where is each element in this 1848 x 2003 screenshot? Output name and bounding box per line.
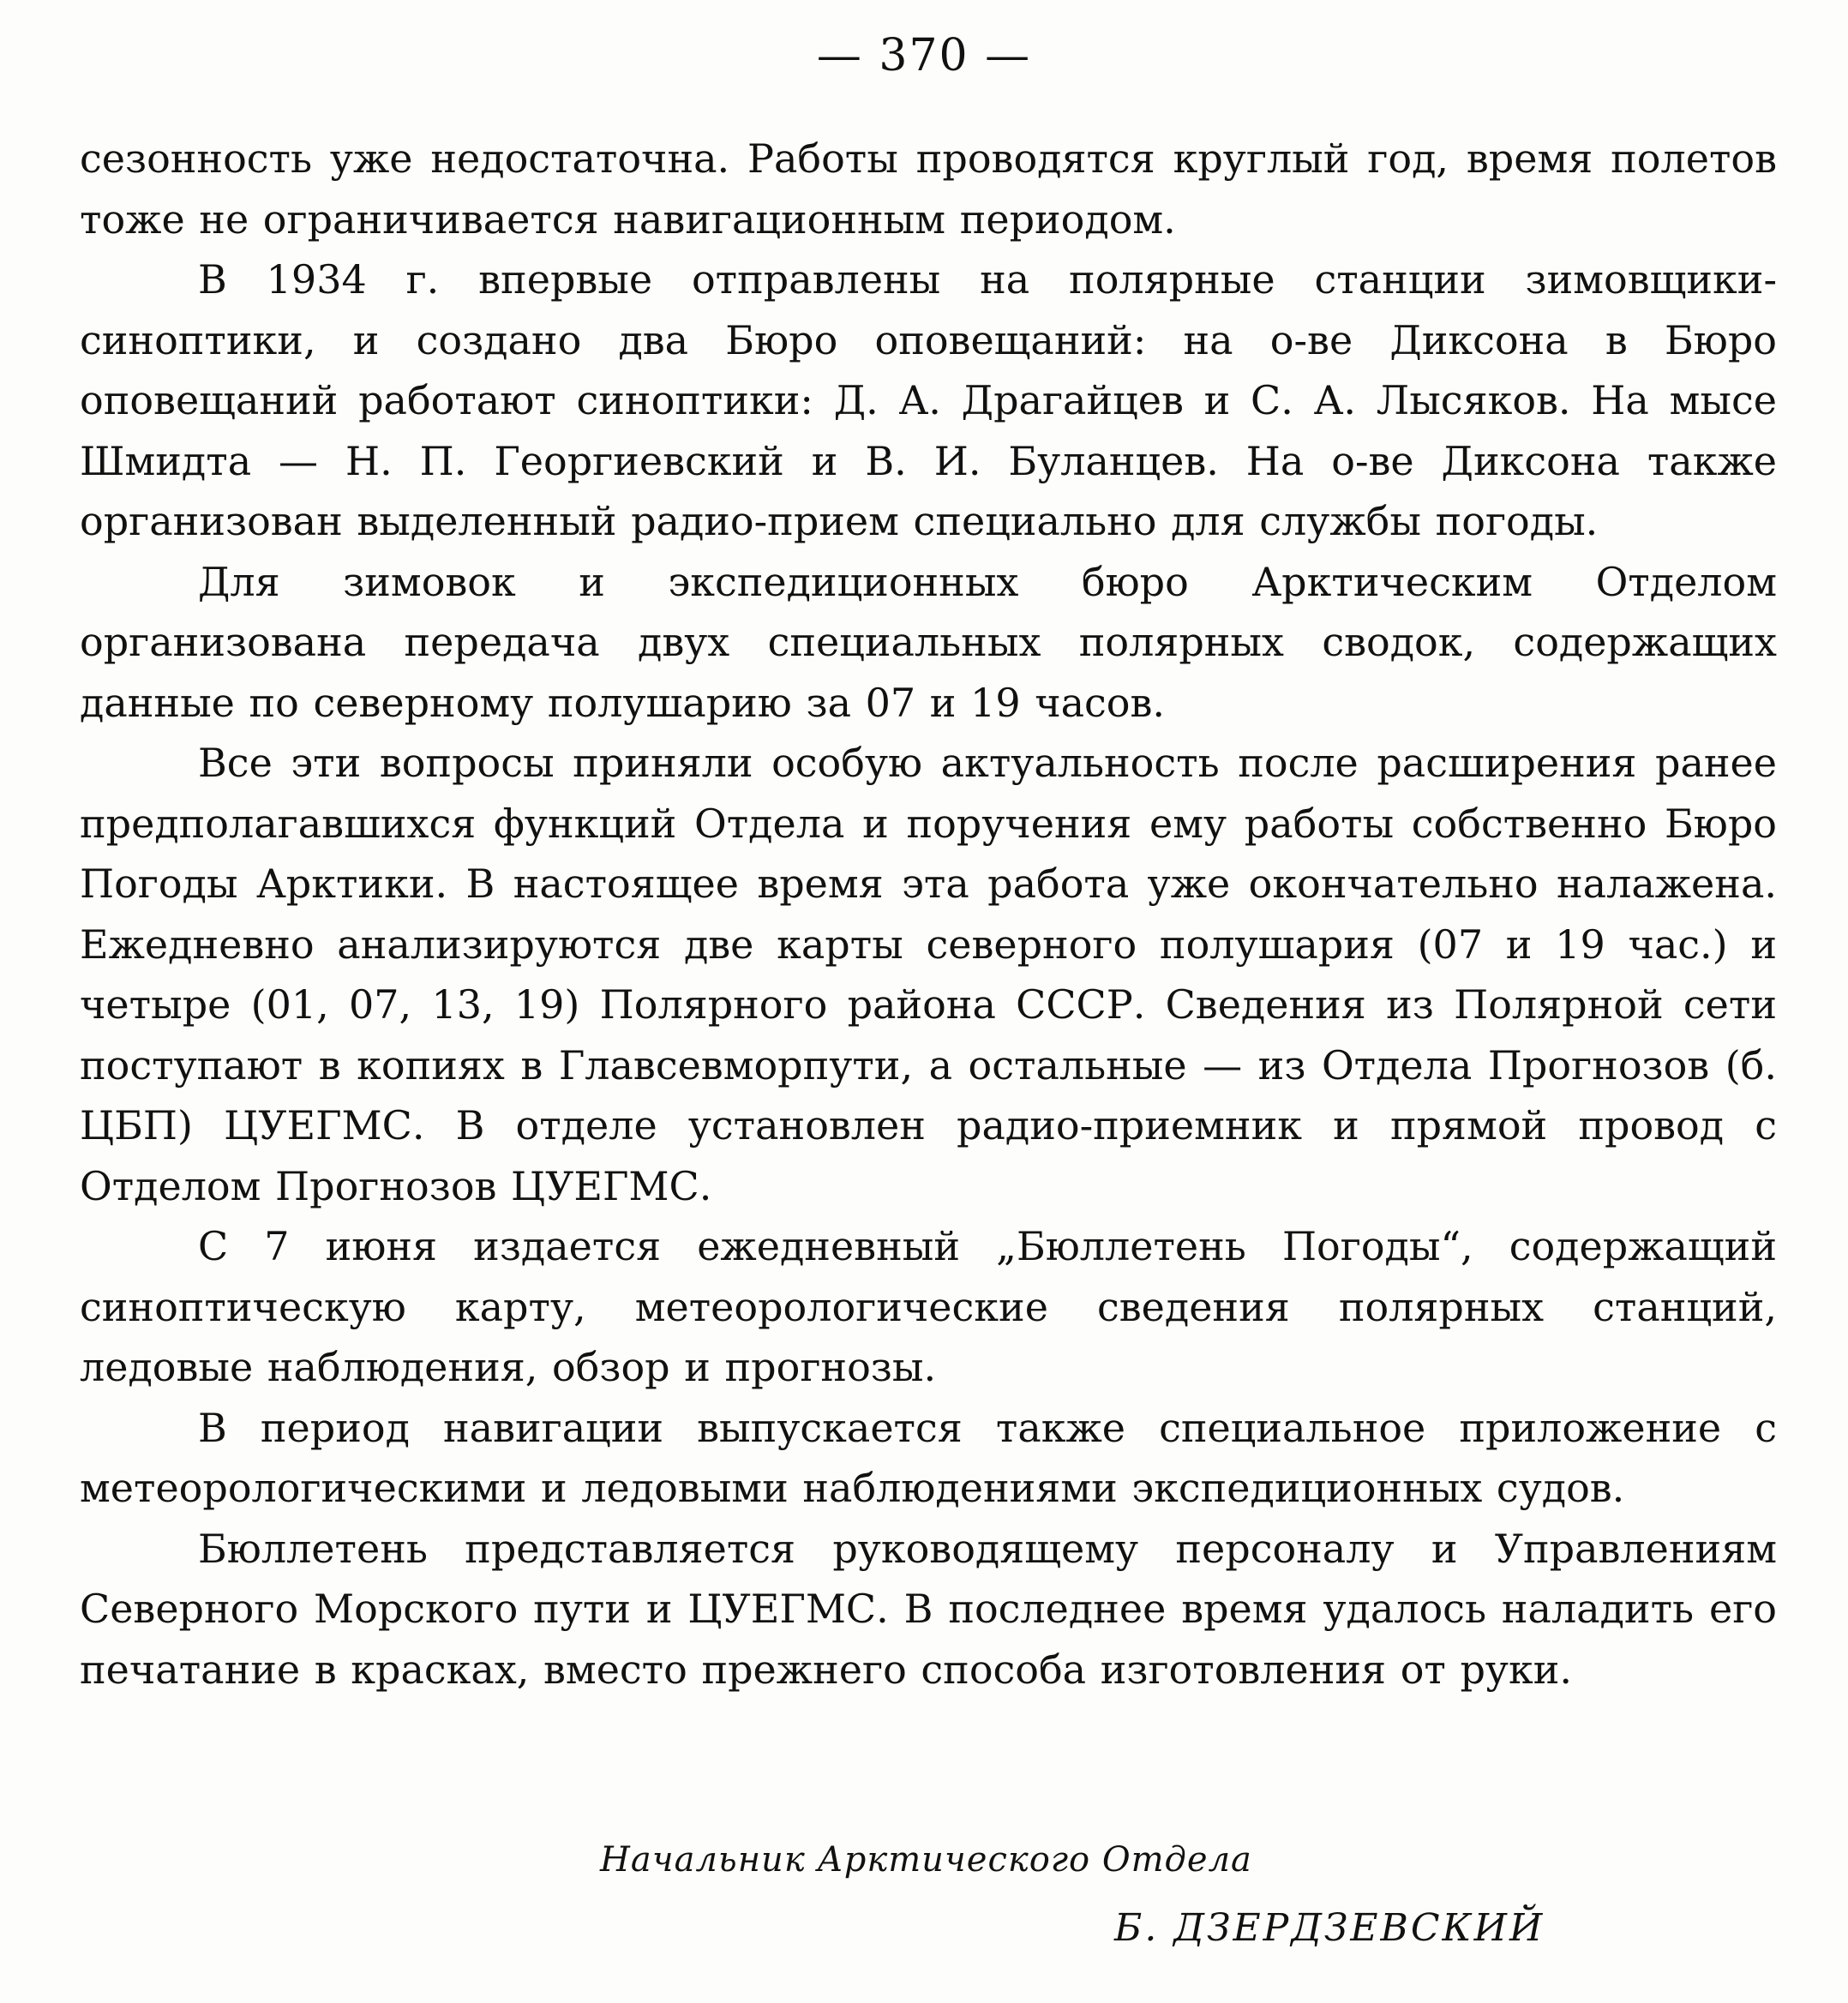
paragraph-3: Для зимовок и экспедиционных бюро Арктическим Отделом организована передача двух специальных полярных сводок, содержащих данные по северному полушарию за 07 и 19 часов. [80, 558, 1777, 726]
paragraph-2: В 1934 г. впервые отправлены на полярные станции зимовщики-синоптики, и создано два Бюро оповещаний: на о-ве Диксона в Бюро оповещаний работают синоптики: Д. А. Драгайцев и С. А. Лысяков. На мысе Шмидта — Н. П. Георгиевский и В. И. Буланцев. На о-ве Диксона также организован выделенный радио-прием специально для службы погоды. [80, 256, 1777, 544]
paragraph-7: Бюллетень представляется руководящему персоналу и Управлениям Северного Морского пути и ЦУЕГМС. В последнее время удалось наладить его печатание в красках, вместо прежнего способа изготовления от руки. [80, 1525, 1777, 1693]
signature-name: Б. ДЗЕРДЗЕВСКИЙ [1114, 1906, 1545, 1950]
signature-title: Начальник Арктического Отдела [600, 1840, 1252, 1880]
signature-block [0, 1834, 1848, 1988]
paragraph-4: Все эти вопросы приняли особую актуальность после расширения ранее предполагавшихся функций Отдела и поручения ему работы собственно Бюро Погоды Арктики. В настоящее время эта работа уже окончательно налажена. Ежедневно анализируются две карты северного полушария (07 и 19 час.) и четыре (01, 07, 13, 19) Полярного района СССР. Сведения из Полярной сети поступают в копиях в Главсевморпути, а остальные — из Отдела Прогнозов (б. ЦБП) ЦУЕГМС. В отделе установлен радио-приемник и прямой провод с Отделом Прогнозов ЦУЕГМС. [80, 740, 1777, 1209]
paragraph-1: сезонность уже недостаточна. Работы проводятся круглый год, время полетов тоже не ограничивается навигационным периодом. [80, 135, 1777, 243]
body-text [80, 129, 1777, 1700]
paragraph-5: С 7 июня издается ежедневный „Бюллетень Погоды“, содержащий синоптическую карту, метеорологические сведения полярных станций, ледовые наблюдения, обзор и прогнозы. [80, 1223, 1777, 1390]
paragraph-6: В период навигации выпускается также специальное приложение с метеорологическими и ледовыми наблюдениями экспедиционных судов. [80, 1404, 1777, 1511]
page-number: — 370 — [816, 30, 1032, 81]
